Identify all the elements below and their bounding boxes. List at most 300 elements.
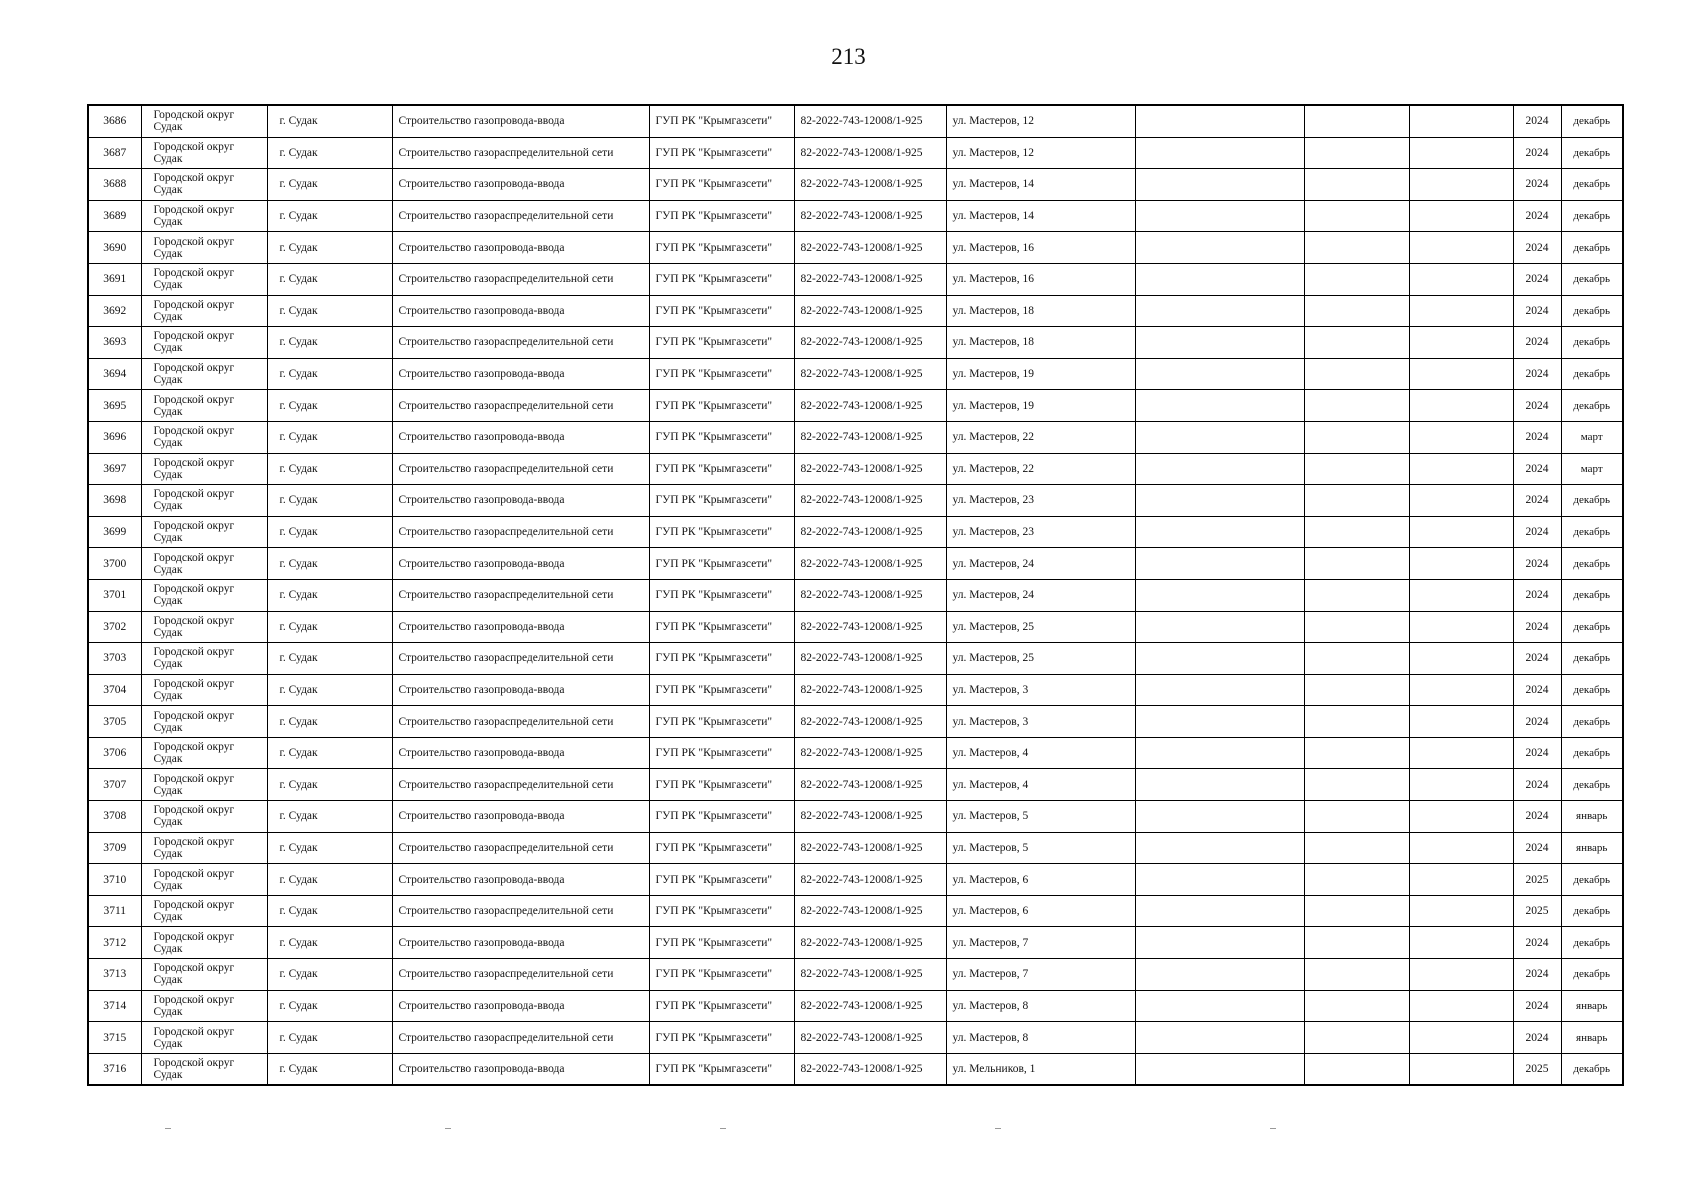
empty-cell: [1409, 674, 1513, 706]
row-number-cell: 3691: [88, 263, 141, 295]
city-cell: г. Судак: [267, 295, 392, 327]
organization-cell: ГУП РК "Крымгазсети": [649, 421, 794, 453]
district-cell: [141, 327, 267, 359]
year-cell: 2024: [1513, 579, 1561, 611]
empty-cell: [1135, 169, 1304, 201]
organization-cell: ГУП РК "Крымгазсети": [649, 232, 794, 264]
district-line: Судак: [153, 121, 183, 134]
district-line: Городской округ: [153, 677, 235, 690]
address-cell: ул. Мастеров, 7: [946, 959, 1135, 991]
empty-cell: [1409, 706, 1513, 738]
city-cell: г. Судак: [267, 864, 392, 896]
empty-cell: [1409, 263, 1513, 295]
month-cell: декабрь: [1561, 137, 1623, 169]
program-code-cell: 82-2022-743-12008/1-925: [794, 358, 946, 390]
table-row: [88, 390, 1623, 422]
organization-cell: ГУП РК "Крымгазсети": [649, 801, 794, 833]
program-code-cell: 82-2022-743-12008/1-925: [794, 295, 946, 327]
work-type-cell: Строительство газораспределительной сети: [392, 516, 649, 548]
table-row: [88, 832, 1623, 864]
work-type-cell: Строительство газопровода-ввода: [392, 737, 649, 769]
empty-cell: [1304, 959, 1409, 991]
district-line: Судак: [153, 658, 183, 671]
table-row: [88, 485, 1623, 517]
district-cell: [141, 295, 267, 327]
row-number-cell: 3693: [88, 327, 141, 359]
organization-cell: ГУП РК "Крымгазсети": [649, 327, 794, 359]
year-cell: 2024: [1513, 643, 1561, 675]
empty-cell: [1135, 200, 1304, 232]
table-row: [88, 200, 1623, 232]
empty-cell: [1135, 516, 1304, 548]
district-line: Городской округ: [153, 393, 235, 406]
empty-cell: [1409, 548, 1513, 580]
program-code-cell: 82-2022-743-12008/1-925: [794, 390, 946, 422]
program-code-cell: 82-2022-743-12008/1-925: [794, 327, 946, 359]
organization-cell: ГУП РК "Крымгазсети": [649, 516, 794, 548]
month-cell: январь: [1561, 801, 1623, 833]
work-type-cell: Строительство газораспределительной сети: [392, 263, 649, 295]
row-number-cell: 3716: [88, 1053, 141, 1085]
address-cell: ул. Мастеров, 18: [946, 295, 1135, 327]
city-cell: г. Судак: [267, 263, 392, 295]
empty-cell: [1135, 485, 1304, 517]
month-cell: декабрь: [1561, 295, 1623, 327]
empty-cell: [1135, 421, 1304, 453]
district-line: Городской округ: [153, 140, 235, 153]
empty-cell: [1304, 169, 1409, 201]
month-cell: декабрь: [1561, 737, 1623, 769]
year-cell: 2024: [1513, 674, 1561, 706]
organization-cell: ГУП РК "Крымгазсети": [649, 674, 794, 706]
row-number-cell: 3704: [88, 674, 141, 706]
work-type-cell: Строительство газораспределительной сети: [392, 832, 649, 864]
district-cell: [141, 453, 267, 485]
empty-cell: [1304, 358, 1409, 390]
district-line: Судак: [153, 216, 183, 229]
district-line: Судак: [153, 626, 183, 639]
work-type-cell: Строительство газопровода-ввода: [392, 358, 649, 390]
district-cell: [141, 105, 267, 137]
organization-cell: ГУП РК "Крымгазсети": [649, 263, 794, 295]
year-cell: 2024: [1513, 548, 1561, 580]
district-cell: [141, 832, 267, 864]
program-code-cell: 82-2022-743-12008/1-925: [794, 674, 946, 706]
empty-cell: [1409, 232, 1513, 264]
city-cell: г. Судак: [267, 421, 392, 453]
empty-cell: [1409, 864, 1513, 896]
row-number-cell: 3695: [88, 390, 141, 422]
program-code-cell: 82-2022-743-12008/1-925: [794, 801, 946, 833]
district-line: Судак: [153, 689, 183, 702]
address-cell: ул. Мастеров, 14: [946, 169, 1135, 201]
district-line: Городской округ: [153, 962, 235, 975]
scan-speck: [995, 1128, 1001, 1129]
district-line: Судак: [153, 1069, 183, 1082]
table-row: [88, 674, 1623, 706]
year-cell: 2024: [1513, 801, 1561, 833]
table-row: [88, 895, 1623, 927]
row-number-cell: 3705: [88, 706, 141, 738]
program-code-cell: 82-2022-743-12008/1-925: [794, 548, 946, 580]
program-code-cell: 82-2022-743-12008/1-925: [794, 579, 946, 611]
table-row: [88, 643, 1623, 675]
month-cell: декабрь: [1561, 200, 1623, 232]
row-number-cell: 3694: [88, 358, 141, 390]
empty-cell: [1409, 358, 1513, 390]
organization-cell: ГУП РК "Крымгазсети": [649, 105, 794, 137]
work-type-cell: Строительство газораспределительной сети: [392, 895, 649, 927]
district-line: Судак: [153, 279, 183, 292]
row-number-cell: 3706: [88, 737, 141, 769]
organization-cell: ГУП РК "Крымгазсети": [649, 737, 794, 769]
district-line: Городской округ: [153, 109, 235, 122]
month-cell: декабрь: [1561, 579, 1623, 611]
empty-cell: [1135, 232, 1304, 264]
month-cell: декабрь: [1561, 105, 1623, 137]
program-code-cell: 82-2022-743-12008/1-925: [794, 927, 946, 959]
document-table-wrapper: [87, 104, 1624, 1086]
empty-cell: [1409, 516, 1513, 548]
empty-cell: [1409, 737, 1513, 769]
district-cell: [141, 1053, 267, 1085]
work-type-cell: Строительство газопровода-ввода: [392, 927, 649, 959]
table-row: [88, 1053, 1623, 1085]
empty-cell: [1409, 295, 1513, 327]
work-type-cell: Строительство газораспределительной сети: [392, 453, 649, 485]
district-line: Городской округ: [153, 899, 235, 912]
empty-cell: [1409, 832, 1513, 864]
empty-cell: [1304, 105, 1409, 137]
organization-cell: ГУП РК "Крымгазсети": [649, 959, 794, 991]
row-number-cell: 3703: [88, 643, 141, 675]
district-cell: [141, 927, 267, 959]
table-row: [88, 516, 1623, 548]
row-number-cell: 3715: [88, 1022, 141, 1054]
organization-cell: ГУП РК "Крымгазсети": [649, 927, 794, 959]
scan-artifacts: [0, 1128, 1697, 1134]
program-code-cell: 82-2022-743-12008/1-925: [794, 485, 946, 517]
empty-cell: [1135, 706, 1304, 738]
table-row: [88, 137, 1623, 169]
address-cell: ул. Мастеров, 3: [946, 706, 1135, 738]
year-cell: 2024: [1513, 832, 1561, 864]
city-cell: г. Судак: [267, 232, 392, 264]
empty-cell: [1409, 643, 1513, 675]
district-line: Городской округ: [153, 488, 235, 501]
district-line: Городской округ: [153, 267, 235, 280]
month-cell: декабрь: [1561, 548, 1623, 580]
district-cell: [141, 358, 267, 390]
table-row: [88, 737, 1623, 769]
empty-cell: [1304, 327, 1409, 359]
city-cell: г. Судак: [267, 579, 392, 611]
district-cell: [141, 579, 267, 611]
work-type-cell: Строительство газопровода-ввода: [392, 232, 649, 264]
empty-cell: [1304, 1022, 1409, 1054]
month-cell: декабрь: [1561, 390, 1623, 422]
city-cell: г. Судак: [267, 643, 392, 675]
address-cell: ул. Мастеров, 22: [946, 453, 1135, 485]
work-type-cell: Строительство газораспределительной сети: [392, 579, 649, 611]
work-type-cell: Строительство газораспределительной сети: [392, 1022, 649, 1054]
district-line: Городской округ: [153, 425, 235, 438]
year-cell: 2024: [1513, 200, 1561, 232]
scan-speck: [445, 1128, 451, 1129]
row-number-cell: 3698: [88, 485, 141, 517]
empty-cell: [1135, 864, 1304, 896]
district-cell: [141, 200, 267, 232]
city-cell: г. Судак: [267, 990, 392, 1022]
row-number-cell: 3688: [88, 169, 141, 201]
program-code-cell: 82-2022-743-12008/1-925: [794, 895, 946, 927]
program-code-cell: 82-2022-743-12008/1-925: [794, 232, 946, 264]
address-cell: ул. Мастеров, 23: [946, 485, 1135, 517]
district-cell: [141, 232, 267, 264]
table-row: [88, 611, 1623, 643]
month-cell: декабрь: [1561, 327, 1623, 359]
row-number-cell: 3689: [88, 200, 141, 232]
month-cell: декабрь: [1561, 927, 1623, 959]
empty-cell: [1135, 137, 1304, 169]
address-cell: ул. Мастеров, 12: [946, 137, 1135, 169]
scan-speck: [1270, 1128, 1276, 1129]
district-line: Судак: [153, 563, 183, 576]
work-type-cell: Строительство газораспределительной сети: [392, 327, 649, 359]
month-cell: декабрь: [1561, 358, 1623, 390]
empty-cell: [1304, 548, 1409, 580]
empty-cell: [1135, 327, 1304, 359]
organization-cell: ГУП РК "Крымгазсети": [649, 485, 794, 517]
address-cell: ул. Мастеров, 7: [946, 927, 1135, 959]
row-number-cell: 3710: [88, 864, 141, 896]
district-line: Городской округ: [153, 583, 235, 596]
empty-cell: [1135, 990, 1304, 1022]
city-cell: г. Судак: [267, 105, 392, 137]
empty-cell: [1135, 895, 1304, 927]
address-cell: ул. Мастеров, 16: [946, 263, 1135, 295]
scan-speck: [720, 1128, 726, 1129]
organization-cell: ГУП РК "Крымгазсети": [649, 358, 794, 390]
program-code-cell: 82-2022-743-12008/1-925: [794, 706, 946, 738]
address-cell: ул. Мельников, 1: [946, 1053, 1135, 1085]
year-cell: 2024: [1513, 263, 1561, 295]
year-cell: 2024: [1513, 390, 1561, 422]
district-line: Судак: [153, 374, 183, 387]
empty-cell: [1304, 895, 1409, 927]
district-line: Судак: [153, 1005, 183, 1018]
address-cell: ул. Мастеров, 18: [946, 327, 1135, 359]
row-number-cell: 3699: [88, 516, 141, 548]
empty-cell: [1304, 390, 1409, 422]
district-cell: [141, 548, 267, 580]
empty-cell: [1304, 200, 1409, 232]
table-row: [88, 105, 1623, 137]
year-cell: 2024: [1513, 232, 1561, 264]
year-cell: 2024: [1513, 927, 1561, 959]
empty-cell: [1304, 706, 1409, 738]
program-code-cell: 82-2022-743-12008/1-925: [794, 990, 946, 1022]
year-cell: 2024: [1513, 990, 1561, 1022]
district-line: Судак: [153, 500, 183, 513]
program-code-cell: 82-2022-743-12008/1-925: [794, 769, 946, 801]
empty-cell: [1304, 801, 1409, 833]
district-line: Городской округ: [153, 362, 235, 375]
empty-cell: [1409, 579, 1513, 611]
year-cell: 2024: [1513, 516, 1561, 548]
empty-cell: [1409, 200, 1513, 232]
program-code-cell: 82-2022-743-12008/1-925: [794, 643, 946, 675]
empty-cell: [1135, 927, 1304, 959]
organization-cell: ГУП РК "Крымгазсети": [649, 895, 794, 927]
empty-cell: [1135, 579, 1304, 611]
row-number-cell: 3709: [88, 832, 141, 864]
empty-cell: [1304, 611, 1409, 643]
district-line: Городской округ: [153, 709, 235, 722]
empty-cell: [1409, 801, 1513, 833]
empty-cell: [1304, 864, 1409, 896]
address-cell: ул. Мастеров, 22: [946, 421, 1135, 453]
work-type-cell: Строительство газораспределительной сети: [392, 390, 649, 422]
organization-cell: ГУП РК "Крымгазсети": [649, 769, 794, 801]
district-line: Городской округ: [153, 330, 235, 343]
year-cell: 2024: [1513, 358, 1561, 390]
year-cell: 2024: [1513, 295, 1561, 327]
district-line: Судак: [153, 152, 183, 165]
district-cell: [141, 611, 267, 643]
district-cell: [141, 421, 267, 453]
district-cell: [141, 390, 267, 422]
city-cell: г. Судак: [267, 832, 392, 864]
district-line: Судак: [153, 974, 183, 987]
year-cell: 2024: [1513, 1022, 1561, 1054]
program-code-cell: 82-2022-743-12008/1-925: [794, 105, 946, 137]
month-cell: декабрь: [1561, 706, 1623, 738]
page-number: 213: [831, 44, 866, 69]
row-number-cell: 3690: [88, 232, 141, 264]
address-cell: ул. Мастеров, 23: [946, 516, 1135, 548]
organization-cell: ГУП РК "Крымгазсети": [649, 1022, 794, 1054]
empty-cell: [1304, 137, 1409, 169]
year-cell: 2024: [1513, 706, 1561, 738]
district-line: Судак: [153, 437, 183, 450]
work-type-cell: Строительство газораспределительной сети: [392, 959, 649, 991]
work-type-cell: Строительство газопровода-ввода: [392, 990, 649, 1022]
month-cell: декабрь: [1561, 769, 1623, 801]
work-type-cell: Строительство газораспределительной сети: [392, 769, 649, 801]
organization-cell: ГУП РК "Крымгазсети": [649, 390, 794, 422]
empty-cell: [1304, 453, 1409, 485]
year-cell: 2024: [1513, 485, 1561, 517]
month-cell: декабрь: [1561, 643, 1623, 675]
year-cell: 2024: [1513, 611, 1561, 643]
district-cell: [141, 263, 267, 295]
work-type-cell: Строительство газопровода-ввода: [392, 105, 649, 137]
city-cell: г. Судак: [267, 485, 392, 517]
district-cell: [141, 706, 267, 738]
empty-cell: [1135, 643, 1304, 675]
empty-cell: [1409, 1053, 1513, 1085]
work-type-cell: Строительство газопровода-ввода: [392, 611, 649, 643]
month-cell: декабрь: [1561, 232, 1623, 264]
empty-cell: [1409, 959, 1513, 991]
organization-cell: ГУП РК "Крымгазсети": [649, 864, 794, 896]
empty-cell: [1409, 1022, 1513, 1054]
district-line: Судак: [153, 342, 183, 355]
address-cell: ул. Мастеров, 5: [946, 832, 1135, 864]
city-cell: г. Судак: [267, 927, 392, 959]
empty-cell: [1409, 105, 1513, 137]
city-cell: г. Судак: [267, 169, 392, 201]
table-row: [88, 295, 1623, 327]
address-cell: ул. Мастеров, 19: [946, 358, 1135, 390]
empty-cell: [1304, 516, 1409, 548]
year-cell: 2024: [1513, 737, 1561, 769]
work-type-cell: Строительство газопровода-ввода: [392, 1053, 649, 1085]
empty-cell: [1409, 927, 1513, 959]
row-number-cell: 3692: [88, 295, 141, 327]
table-row: [88, 327, 1623, 359]
district-line: Городской округ: [153, 993, 235, 1006]
district-line: Городской округ: [153, 835, 235, 848]
program-code-cell: 82-2022-743-12008/1-925: [794, 832, 946, 864]
district-line: Городской округ: [153, 867, 235, 880]
address-cell: ул. Мастеров, 14: [946, 200, 1135, 232]
city-cell: г. Судак: [267, 959, 392, 991]
work-type-cell: Строительство газораспределительной сети: [392, 706, 649, 738]
month-cell: декабрь: [1561, 516, 1623, 548]
empty-cell: [1304, 832, 1409, 864]
program-code-cell: 82-2022-743-12008/1-925: [794, 611, 946, 643]
district-cell: [141, 895, 267, 927]
work-type-cell: Строительство газопровода-ввода: [392, 801, 649, 833]
table-row: [88, 263, 1623, 295]
program-code-cell: 82-2022-743-12008/1-925: [794, 263, 946, 295]
district-line: Городской округ: [153, 204, 235, 217]
work-type-cell: Строительство газораспределительной сети: [392, 200, 649, 232]
district-line: Городской округ: [153, 1025, 235, 1038]
district-cell: [141, 485, 267, 517]
month-cell: март: [1561, 421, 1623, 453]
address-cell: ул. Мастеров, 24: [946, 579, 1135, 611]
organization-cell: ГУП РК "Крымгазсети": [649, 579, 794, 611]
city-cell: г. Судак: [267, 453, 392, 485]
year-cell: 2024: [1513, 453, 1561, 485]
organization-cell: ГУП РК "Крымгазсети": [649, 137, 794, 169]
program-code-cell: 82-2022-743-12008/1-925: [794, 453, 946, 485]
table-row: [88, 990, 1623, 1022]
program-code-cell: 82-2022-743-12008/1-925: [794, 959, 946, 991]
year-cell: 2024: [1513, 169, 1561, 201]
city-cell: г. Судак: [267, 327, 392, 359]
district-line: Городской округ: [153, 614, 235, 627]
empty-cell: [1409, 990, 1513, 1022]
district-cell: [141, 990, 267, 1022]
month-cell: январь: [1561, 1022, 1623, 1054]
month-cell: декабрь: [1561, 611, 1623, 643]
year-cell: 2025: [1513, 895, 1561, 927]
district-line: Городской округ: [153, 551, 235, 564]
district-line: Городской округ: [153, 298, 235, 311]
district-cell: [141, 643, 267, 675]
district-cell: [141, 864, 267, 896]
table-row: [88, 1022, 1623, 1054]
empty-cell: [1304, 485, 1409, 517]
city-cell: г. Судак: [267, 674, 392, 706]
district-line: Судак: [153, 942, 183, 955]
work-type-cell: Строительство газопровода-ввода: [392, 169, 649, 201]
table-row: [88, 706, 1623, 738]
